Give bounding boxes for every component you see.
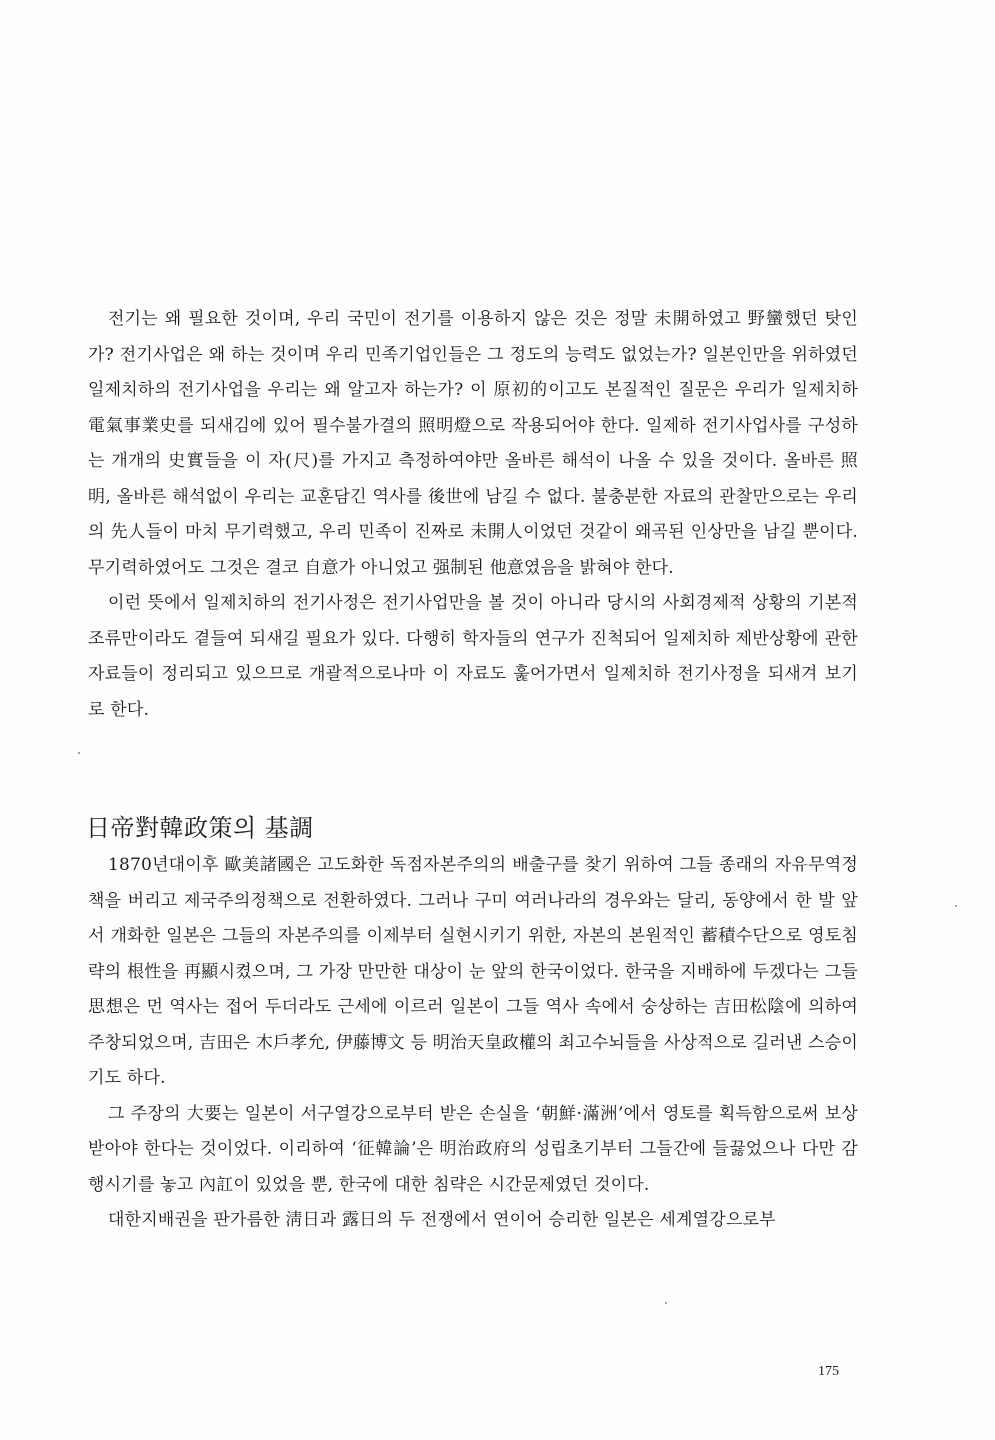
- section-paragraph: 대한지배권을 판가름한 淸日과 露日의 두 전쟁에서 연이어 승리한 일본은 세계열강으로부: [108, 1210, 776, 1230]
- scan-speck: [78, 752, 80, 754]
- intro-text: [88, 302, 858, 728]
- section-heading: 日帝對韓政策의 基調: [86, 814, 314, 842]
- scan-speck: [955, 905, 957, 907]
- intro-paragraph: 전기는 왜 필요한 것이며, 우리 국민이 전기를 이용하지 않은 것은 정말 未開하였고 野蠻했던 탓인가? 전기사업은 왜 하는 것이며 우리 민족기업인들은 그 정도의 능력도 없었는가? 일본인만을 위하였던 일제치하의 전기사업을 우리는 왜 알고자 하는가? 이 原初的이고도 본질적인 질문은 우리가 일제치하 電氣事業史를 되새김에 있어 필수불가결의 照明燈으로 작용되어야 한다. 일제하 전기사업사를 구성하는 개개의 史實들을 이 자(尺)를 가지고 측정하여야만 올바른 해석이 나올 수 있을 것이다. 올바른 照明, 올바른 해석없이 우리는 교훈담긴 역사를 後世에 남길 수 없다. 불충분한 자료의 관찰만으로는 우리의 先人들이 마치 무기력했고, 우리 민족이 진짜로 未開人이었던 것같이 왜곡된 인상만을 남길 뿐이다. 무기력하였어도 그것은 결코 自意가 아니었고 强制된 他意였음을 밝혀야 한다.: [88, 309, 858, 578]
- scan-speck: [665, 1302, 667, 1304]
- section-paragraph: 그 주장의 大要는 일본이 서구열강으로부터 받은 손실을 ‘朝鮮·滿洲’에서 영토를 획득함으로써 보상받아야 한다는 것이었다. 이리하여 ‘征韓論’은 明治政府의 성립초기부터 그들간에 들끓었으나 다만 감행시기를 놓고 內訌이 있었을 뿐, 한국에 대한 침략은 시간문제였던 것이다.: [88, 1103, 858, 1195]
- section-text: [88, 848, 858, 1239]
- section-paragraph: 1870년대이후 歐美諸國은 고도화한 독점자본주의의 배출구를 찾기 위하여 그들 종래의 자유무역정책을 버리고 제국주의정책으로 전환하였다. 그러나 구미 여러나라의 경우와는 달리, 동양에서 한 발 앞서 개화한 일본은 그들의 자본주의를 이제부터 실현시키기 위한, 자본의 본원적인 蓄積수단으로 영토침략의 根性을 再顯시켰으며, 그 가장 만만한 대상이 눈 앞의 한국이었다. 한국을 지배하에 두겠다는 그들 思想은 먼 역사는 접어 두더라도 근세에 이르러 일본이 그들 역사 속에서 숭상하는 吉田松陰에 의하여 주창되었으며, 吉田은 木戶孝允, 伊藤博文 등 明治天皇政權의 최고수뇌들을 사상적으로 길러낸 스승이기도 하다.: [88, 855, 858, 1088]
- page-number: 175: [818, 1364, 839, 1379]
- intro-paragraph: 이런 뜻에서 일제치하의 전기사정은 전기사업만을 볼 것이 아니라 당시의 사회경제적 상황의 기본적 조류만이라도 곁들여 되새길 필요가 있다. 다행히 학자들의 연구가 진척되어 일제치하 제반상황에 관한 자료들이 정리되고 있으므로 개괄적으로나마 이 자료도 훑어가면서 일제치하 전기사정을 되새겨 보기로 한다.: [88, 593, 858, 720]
